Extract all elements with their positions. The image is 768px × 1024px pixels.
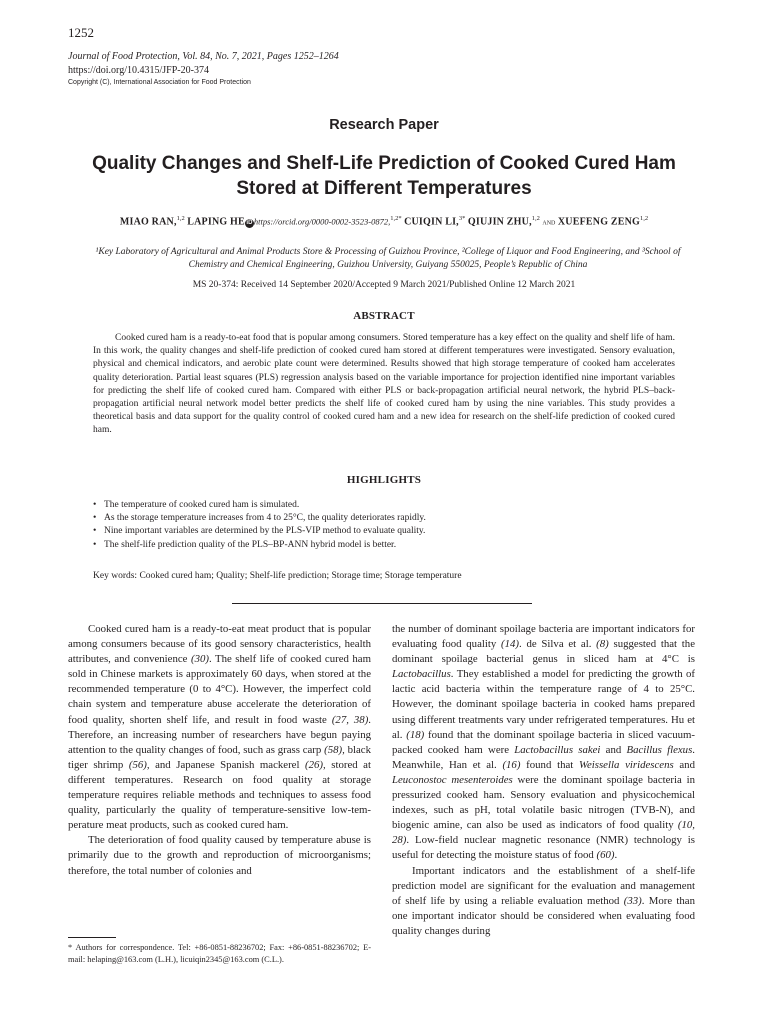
body-paragraph: Important indicators and the establishment of a shelf-life prediction model are significant for the evaluation and management of shelf life by using a reliable evaluation method (33). More than one important indicator should be considered when evaluating food quality changes during xyxy=(392,864,695,937)
body-paragraph: The deterioration of food quality caused by temperature abuse is primarily due to the growth and reproduction of microorganisms; therefore, the total number of colonies and xyxy=(68,834,371,877)
italic-run: (30) xyxy=(190,653,209,666)
author-name: LAPING HE xyxy=(187,216,245,228)
abstract-heading: ABSTRACT xyxy=(353,310,415,322)
orcid-link[interactable]: https://orcid.org/0000-0002-3523-0872, xyxy=(253,216,391,227)
copyright-line: Copyright (C), International Association for Food Protection xyxy=(68,79,251,86)
author-name: MIAO RAN, xyxy=(119,216,177,228)
author-list xyxy=(40,215,728,228)
author-affiliation-marker: 3* xyxy=(458,215,466,222)
highlight-item: • The shelf-life prediction quality of the PLS–BP-ANN hybrid model is better. xyxy=(93,539,675,552)
italic-run: (60) xyxy=(596,849,615,862)
footnote-divider xyxy=(68,937,116,938)
highlights-list xyxy=(93,499,675,552)
bullet-icon: • xyxy=(93,513,97,524)
italic-run: Lactobacillus xyxy=(392,668,451,681)
highlights-heading: HIGHLIGHTS xyxy=(346,474,422,486)
italic-run: (8) xyxy=(596,638,609,651)
highlight-item: • The temperature of cooked cured ham is simulated. xyxy=(93,499,675,512)
italic-run: Leuconostoc mesenteroides xyxy=(392,773,513,786)
bullet-icon: • xyxy=(93,539,97,550)
italic-run: (58), xyxy=(324,743,345,756)
italic-run: Weissella viridescens xyxy=(578,758,674,771)
body-column-left xyxy=(68,622,371,879)
italic-run: (33) xyxy=(623,894,642,907)
journal-citation: Journal of Food Protection, Vol. 84, No. 7, 2021, Pages 1252–1264 xyxy=(68,51,339,62)
italic-run: (18) xyxy=(406,728,425,741)
body-paragraph: the number of dominant spoilage bacteria are important indicators for evaluating food quality (14). de Silva et al. (8) suggested that the dominant spoilage bacterial genus in sliced ham at 4°C is Lactobacillus. They established a model for predicting the growth of lactic acid bacteria within the temperature range of 4 to 25°C. However, the dominant spoilage bacteria in cooked hams prepared using different treatments vary under refrigerated temperatures. Hu et al. (18) found that the dominant spoilage bacteria in sliced vacuum-packed cooked ham were Lactobacillus sakei and Bacillus flexus. Meanwhile, Han et al. (16) found that Weissella viridescens and Leuconostoc mesenteroides were the dominant spoilage bacteria in pressurized cooked ham. Sensory evaluation and physicochemical indexes, such as pH, total volatile basic nitrogen (TVB-N), and biogenic amine, can also be used as indicators of food quality (10, 28). Low-field nuclear magnetic resonance (NMR) technology is useful for detecting the moisture status of food (60). xyxy=(392,623,696,862)
highlight-item: • As the storage temperature increases from 4 to 25°C, the quality deteriorates rapidly. xyxy=(93,512,675,525)
italic-run: (56), xyxy=(128,758,150,771)
section-divider xyxy=(232,603,532,604)
manuscript-dates: MS 20-374: Received 14 September 2020/Accepted 9 March 2021/Published Online 12 March 2021 xyxy=(192,280,576,290)
affiliations: ¹Key Laboratory of Agricultural and Animal Products Store & Processing of Guizhou Province, ²College of Liquor and Food Engineering, and ³School of Chemistry and Chemical Engineering, Guizhou University, Guiyang 550025, People’s Republic of China xyxy=(95,247,681,270)
highlight-item: • Nine important variables are determined by the PLS-VIP method to evaluate quality. xyxy=(93,525,675,538)
author-affiliation-marker: 1,2 xyxy=(176,215,185,222)
italic-run: (27, 38) xyxy=(331,713,369,726)
keywords-text: Cooked cured ham; Quality; Shelf-life prediction; Storage time; Storage temperature xyxy=(139,571,462,581)
article-title: Quality Changes and Shelf-Life Prediction of Cooked Cured Ham Stored at Different Temperatures xyxy=(92,153,676,199)
article-type: Research Paper xyxy=(329,117,439,133)
bullet-icon: • xyxy=(93,500,97,510)
italic-run: (14) xyxy=(501,638,520,651)
author-affiliation-marker: 1,2* xyxy=(390,215,402,222)
page-number: 1252 xyxy=(68,25,94,40)
orcid-icon[interactable]: iD xyxy=(246,220,253,227)
author-and: and xyxy=(542,216,556,227)
body-paragraph: Cooked cured ham is a ready-to-eat meat product that is popular among consumers because of its good sensory characteristics, health attributes, and convenience (30). The shelf life of cooked cured ham sold in Chinese markets is approximately 60 days, when stored at the recommended temperature (0 to 4°C). However, the imperfect cold chain system and temperature abuse accelerate the deterioration of food quality, shorten shelf life, and result in food waste (27, 38). Therefore, an increasing number of researchers have begun paying attention to the quality changes of food, such as grass carp (58), black tiger shrimp (56), and Japanese Spanish mackerel (26), stored at different temperatures. Research on food quality at storage temperature requires reliable methods and techniques to assess food quality, particularly the quality of temperature-sensitive low-temperature meat products, such as cooked cured ham. xyxy=(68,623,371,832)
author-name: QIUJIN ZHU, xyxy=(467,216,532,228)
author-name: CUIQIN LI, xyxy=(404,216,459,228)
body-column-right xyxy=(392,622,695,939)
italic-run: Bacillus flexus xyxy=(626,743,693,756)
correspondence-footnote: * Authors for correspondence. Tel: +86-0851-88236702; Fax: +86-0851-88236702; E-mail: helaping@163.com (L.H.), licuiqin2345@163.com (C.L.). xyxy=(68,943,371,964)
keywords xyxy=(93,571,675,581)
bullet-icon: • xyxy=(93,526,97,537)
author-name: XUEFENG ZENG xyxy=(557,216,641,228)
abstract-text: Cooked cured ham is a ready-to-eat food that is popular among consumers. Stored temperature has a key effect on the quality and shelf life of ham. In this work, the quality changes and shelf-life prediction of cooked cured ham stored at different temperatures were investigated. Sensory evaluation, physical and chemical indicators, and aerobic plate count were determined. Results showed that high storage temperature of cooked ham accelerates quality deterioration. Partial least squares (PLS) regression analysis based on the variable importance for projection identified nine important variables for predicting the shelf life of cooked cured ham. Compared with either PLS or back-propagation artificial neural network, the hybrid PLS–back-propagation artificial neural network model better predicts the shelf life of cooked cured ham by using the nine variables. This study provides a theoretical basis and data support for the quality control of cooked cured ham and a new idea for research on the shelf-life prediction of cooked cured ham. xyxy=(93,333,675,436)
author-affiliation-marker: 1,2 xyxy=(640,215,649,222)
keywords-label: Key words: xyxy=(93,571,138,581)
italic-run: (26), xyxy=(305,758,326,771)
author-affiliation-marker: 1,2 xyxy=(531,215,540,222)
italic-run: (10, 28) xyxy=(392,819,695,847)
italic-run: Lactobacillus sakei xyxy=(514,743,601,756)
italic-run: (16) xyxy=(502,758,521,771)
doi-link[interactable]: https://doi.org/10.4315/JFP-20-374 xyxy=(68,65,209,76)
